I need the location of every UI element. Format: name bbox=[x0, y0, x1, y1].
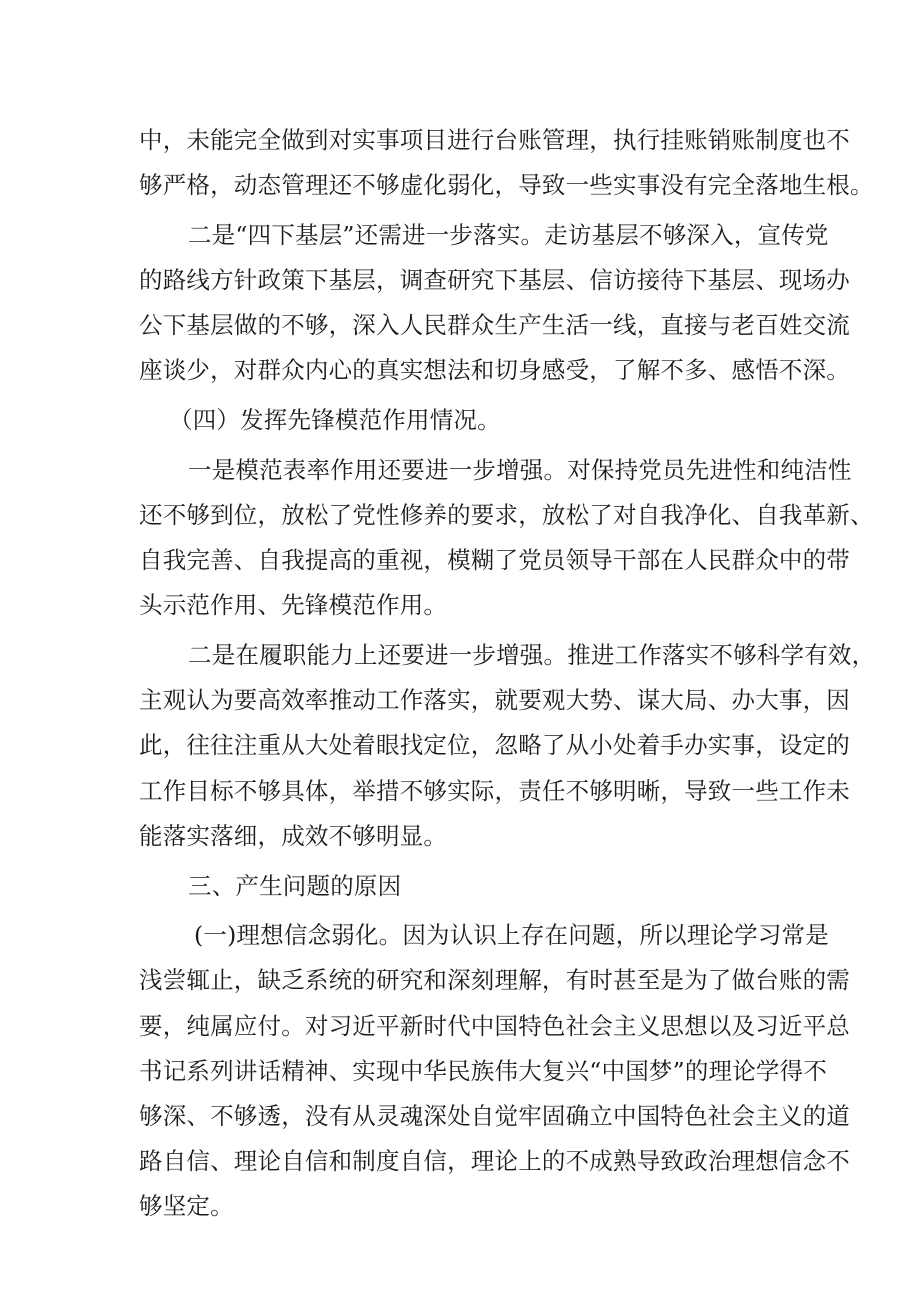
text-line: 二是“四下基层”还需进一步落实。走访基层不够深入，宣传党 bbox=[188, 220, 829, 249]
text-line: 自我完善、自我提高的重视，模糊了党员领导干部在人民群众中的带 bbox=[139, 546, 850, 575]
text-line: 工作目标不够具体，举措不够实际，责任不够明晰，导致一些工作未 bbox=[139, 776, 850, 805]
text-line: 公下基层做的不够，深入人民群众生产生活一线，直接与老百姓交流 bbox=[139, 311, 850, 340]
text-line: 一是模范表率作用还要进一步增强。对保持党员先进性和纯洁性 bbox=[188, 455, 852, 484]
text-line: 主观认为要高效率推动工作落实，就要观大势、谋大局、办大事，因 bbox=[139, 686, 850, 715]
text-line: (一)理想信念弱化。因为认识上存在问题，所以理论学习常是 bbox=[194, 921, 829, 950]
text-line: 还不够到位，放松了党性修养的要求，放松了对自我净化、自我革新、 bbox=[139, 501, 874, 529]
text-line: 书记系列讲话精神、实现中华民族伟大复兴“中国梦”的理论学得不 bbox=[139, 1056, 828, 1085]
text-line: 路自信、理论自信和制度自信，理论上的不成熟导致政治理想信念不 bbox=[139, 1147, 850, 1176]
text-line: 中，未能完全做到对实事项目进行台账管理，执行挂账销账制度也不 bbox=[139, 126, 850, 154]
text-line: 够严格，动态管理还不够虚化弱化，导致一些实事没有完全落地生根。 bbox=[139, 171, 874, 200]
text-line: 够深、不够透，没有从灵魂深处自觉牢固确立中国特色社会主义的道 bbox=[139, 1101, 850, 1130]
text-line: 二是在履职能力上还要进一步增强。推进工作落实不够科学有效， bbox=[188, 641, 876, 670]
body-text bbox=[139, 118, 876, 1230]
text-line: 头示范作用、先锋模范作用。 bbox=[139, 591, 448, 620]
text-line: 能落实落细，成效不够明显。 bbox=[139, 821, 448, 850]
text-line: 此，往往注重从大处着眼找定位，忽略了从小处着手办实事，设定的 bbox=[139, 731, 850, 760]
text-line: 的路线方针政策下基层，调查研究下基层、信访接待下基层、现场办 bbox=[139, 266, 850, 295]
text-line: 够坚定。 bbox=[139, 1192, 234, 1221]
section-heading: 三、产生问题的原因 bbox=[188, 871, 402, 900]
text-line: 浅尝辄止，缺乏系统的研究和深刻理解，有时甚至是为了做台账的需 bbox=[139, 966, 850, 995]
text-line: 要，纯属应付。对习近平新时代中国特色社会主义思想以及习近平总 bbox=[139, 1011, 850, 1040]
section-heading: （四）发挥先锋模范作用情况。 bbox=[169, 406, 501, 435]
text-line: 座谈少，对群众内心的真实想法和切身感受，了解不多、感悟不深。 bbox=[139, 356, 850, 385]
